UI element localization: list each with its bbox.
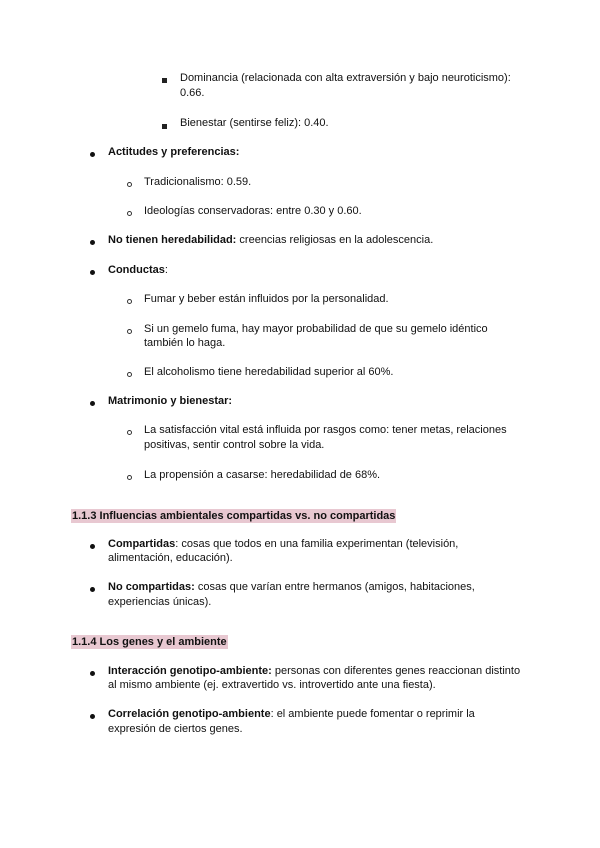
list-item-no-compartidas: No compartidas: cosas que varían entre hermanos (amigos, habitaciones, [108, 581, 475, 593]
square-bullet-icon [162, 119, 167, 134]
list-item-bienestar: Bienestar (sentirse feliz): 0.40. [180, 117, 329, 129]
list-item-no-heredabilidad: No tienen heredabilidad: creencias religiosas en la adolescencia. [108, 234, 434, 246]
disc-bullet-icon [90, 235, 95, 250]
list-item-conductas: Conductas: [108, 264, 168, 276]
list-item-dominancia: Dominancia (relacionada con alta extraversión y bajo neuroticismo): [180, 72, 511, 84]
list-item-propension: La propensión a casarse: heredabilidad de 68%. [144, 469, 381, 481]
circle-bullet-icon [127, 470, 132, 485]
list-item-compartidas-cont: alimentación, educación). [108, 552, 233, 564]
list-item-correlacion: Correlación genotipo-ambiente: el ambiente puede fomentar o reprimir la [108, 708, 475, 720]
list-item-satisfaccion-cont: positivas, sentir control sobre la vida. [144, 439, 325, 451]
circle-bullet-icon [127, 425, 132, 440]
list-item-ideologias: Ideologías conservadoras: entre 0.30 y 0.60. [144, 205, 362, 217]
list-item-dominancia-cont: 0.66. [180, 87, 205, 99]
list-item-gemelo-cont: también lo haga. [144, 337, 226, 349]
circle-bullet-icon [127, 206, 132, 221]
circle-bullet-icon [127, 367, 132, 382]
list-item-actitudes: Actitudes y preferencias: [108, 146, 240, 158]
square-bullet-icon [162, 73, 167, 88]
disc-bullet-icon [90, 582, 95, 597]
disc-bullet-icon [90, 539, 95, 554]
disc-bullet-icon [90, 147, 95, 162]
circle-bullet-icon [127, 177, 132, 192]
disc-bullet-icon [90, 396, 95, 411]
list-item-interaccion: Interacción genotipo-ambiente: personas con diferentes genes reaccionan distinto [108, 665, 521, 677]
section-heading-1-1-3: 1.1.3 Influencias ambientales compartidas vs. no compartidas [72, 510, 396, 522]
list-item-tradicionalismo: Tradicionalismo: 0.59. [144, 176, 252, 188]
list-item-correlacion-cont: expresión de ciertos genes. [108, 723, 243, 735]
list-item-no-compartidas-cont: experiencias únicas). [108, 596, 212, 608]
disc-bullet-icon [90, 666, 95, 681]
list-item-alcoholismo: El alcoholismo tiene heredabilidad superior al 60%. [144, 366, 394, 378]
list-item-matrimonio: Matrimonio y bienestar: [108, 395, 233, 407]
list-item-gemelo: Si un gemelo fuma, hay mayor probabilidad de que su gemelo idéntico [144, 323, 488, 335]
disc-bullet-icon [90, 265, 95, 280]
list-item-satisfaccion: La satisfacción vital está influida por rasgos como: tener metas, relaciones [144, 424, 507, 436]
disc-bullet-icon [90, 709, 95, 724]
list-item-compartidas: Compartidas: cosas que todos en una familia experimentan (televisión, [108, 538, 459, 550]
list-item-interaccion-cont: al mismo ambiente (ej. extravertido vs. introvertido ante una fiesta). [108, 679, 436, 691]
circle-bullet-icon [127, 294, 132, 309]
circle-bullet-icon [127, 324, 132, 339]
section-heading-1-1-4: 1.1.4 Los genes y el ambiente [72, 636, 227, 648]
list-item-fumar: Fumar y beber están influidos por la personalidad. [144, 293, 389, 305]
